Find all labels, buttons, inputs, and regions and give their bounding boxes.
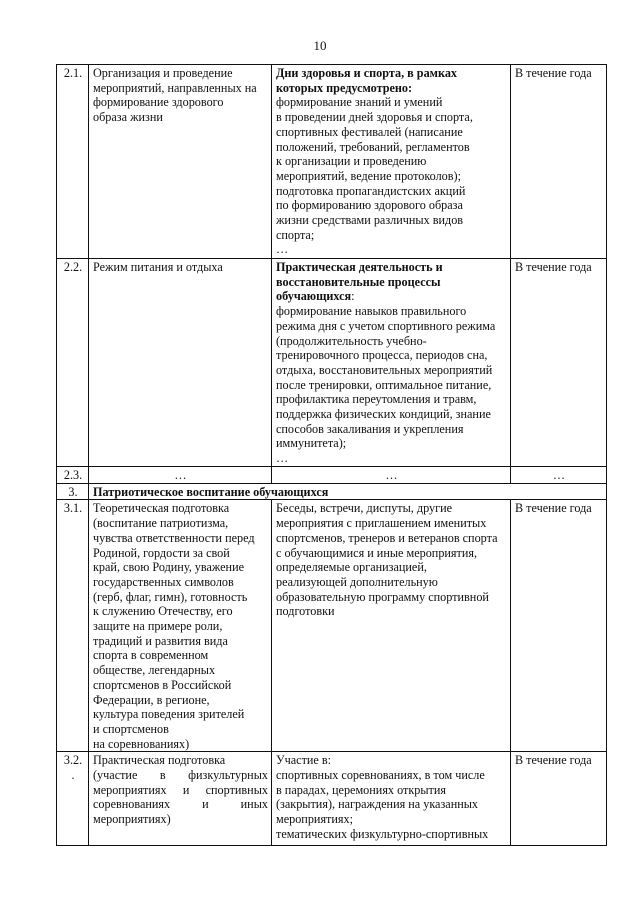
activity-name: Режим питания и отдыха xyxy=(89,259,272,467)
activity-content xyxy=(272,65,511,259)
row-number-text: 3.2. xyxy=(63,753,83,768)
content-heading-suffix: : xyxy=(351,289,355,304)
section-row xyxy=(57,483,607,500)
activity-name: Организация и проведение мероприятий, направленных на формирование здорового образа жизни xyxy=(89,65,272,259)
activity-content xyxy=(272,259,511,467)
activity-content: … xyxy=(272,467,511,484)
activity-term: В течение года xyxy=(511,65,607,259)
page-number: 10 xyxy=(313,38,327,53)
activity-term: … xyxy=(511,467,607,484)
activity-content: Участие в: спортивных соревнованиях, в том числе в парадах, церемониях открытия (закрытия), награждения на указанных мероприятиях; тематических физкультурно-спортивных xyxy=(272,752,511,846)
table-row xyxy=(57,65,607,259)
table-row xyxy=(57,500,607,752)
section-title: Патриотическое воспитание обучающихся xyxy=(89,483,607,500)
content-heading: Практическая деятельность и восстановительные процессы обучающихся xyxy=(276,260,443,304)
table-row xyxy=(57,752,607,846)
section-number: 3. xyxy=(57,483,89,500)
plan-table xyxy=(56,64,607,846)
content-heading: Дни здоровья и спорта, в рамках которых предусмотрено: xyxy=(276,66,458,95)
table-row xyxy=(57,259,607,467)
row-number: 2.1. xyxy=(57,65,89,259)
activity-name: … xyxy=(89,467,272,484)
activity-term: В течение года xyxy=(511,500,607,752)
row-number: 2.3. xyxy=(57,467,89,484)
activity-term: В течение года xyxy=(511,259,607,467)
name-line: мероприятиях и спортивных xyxy=(93,782,268,797)
name-line: мероприятиях) xyxy=(93,812,171,827)
activity-name xyxy=(89,752,272,846)
content-text: формирование знаний и умений в проведении дней здоровья и спорта, спортивных фестивалей (написание положений, требований, регламентов к организации и проведению мероприятий, ведение протоколов); подготовка пропагандистских акций по формированию здорового образа жизни средствами различных видов спорта; … xyxy=(276,95,473,257)
table-row xyxy=(57,467,607,484)
content-text: формирование навыков правильного режима дня с учетом спортивного режима (продолжительность учебно- тренировочного процесса, периодов сна, отдыха, восстановительных мероприятий после тренировки, оптимальное питание, профилактика переутомления и травм, поддержка физических кондиций, знание способов закаливания и укрепления иммунитета); … xyxy=(276,304,496,466)
row-number xyxy=(57,752,89,846)
activity-term: В течение года xyxy=(511,752,607,846)
name-line: соревнованиях и иных xyxy=(93,797,268,812)
activity-name: Теоретическая подготовка (воспитание патриотизма, чувства ответственности перед Родиной, гордости за свой край, свою Родину, уважение государственных символов (герб, флаг, гимн), готовность к служению Отечеству, его защите на примере роли, традиций и развития вида спорта в современном обществе, легендарных спортсменов в Российской Федерации, в регионе, культура поведения зрителей и спортсменов на соревнованиях) xyxy=(89,500,272,752)
activity-content: Беседы, встречи, диспуты, другие мероприятия с приглашением именитых спортсменов, тренеров и ветеранов спорта с обучающимися и иные мероприятия, определяемые организацией, реализующей дополнительную образовательную программу спортивной подготовки xyxy=(272,500,511,752)
row-number: 2.2. xyxy=(57,259,89,467)
name-line: Практическая подготовка xyxy=(93,753,226,768)
row-number-mark: . xyxy=(71,768,75,783)
row-number: 3.1. xyxy=(57,500,89,752)
name-line: (участие в физкультурных xyxy=(93,768,268,783)
